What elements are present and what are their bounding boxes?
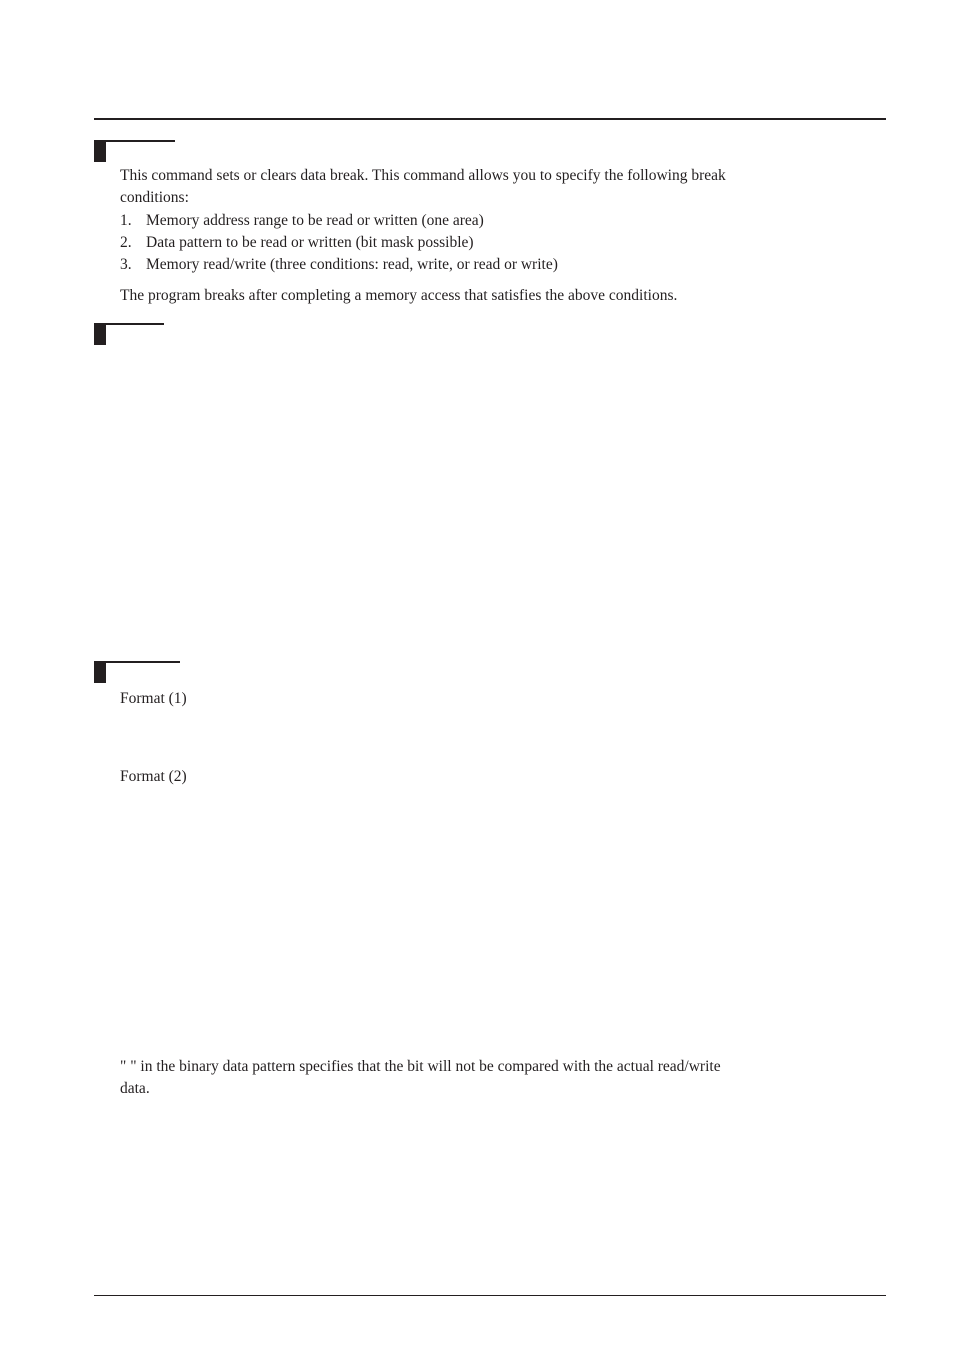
description-line-1: This command sets or clears data break. This command allows you to specify the following break bbox=[120, 167, 726, 184]
list-item-text: Memory read/write (three conditions: read, write, or read or write) bbox=[146, 256, 558, 273]
list-item-number: 1. bbox=[120, 212, 132, 229]
format-2-label: Format (2) bbox=[120, 768, 187, 785]
list-item bbox=[120, 254, 558, 276]
note-line-2: data. bbox=[120, 1080, 150, 1097]
list-item-number: 2. bbox=[120, 234, 132, 251]
list-item-text: Memory address range to be read or written (one area) bbox=[146, 212, 484, 229]
description-line-2: conditions: bbox=[120, 189, 189, 206]
footer-rule bbox=[94, 1295, 886, 1296]
list-item-number: 3. bbox=[120, 256, 132, 273]
description-after: The program breaks after completing a memory access that satisfies the above conditions. bbox=[120, 287, 678, 304]
list-item-text: Data pattern to be read or written (bit mask possible) bbox=[146, 234, 474, 251]
list-item bbox=[120, 210, 484, 232]
list-item bbox=[120, 232, 474, 254]
header-rule bbox=[94, 118, 886, 120]
format-1-label: Format (1) bbox=[120, 690, 187, 707]
note-line-1: " " in the binary data pattern specifies that the bit will not be compared with the actual read/write bbox=[120, 1058, 721, 1075]
